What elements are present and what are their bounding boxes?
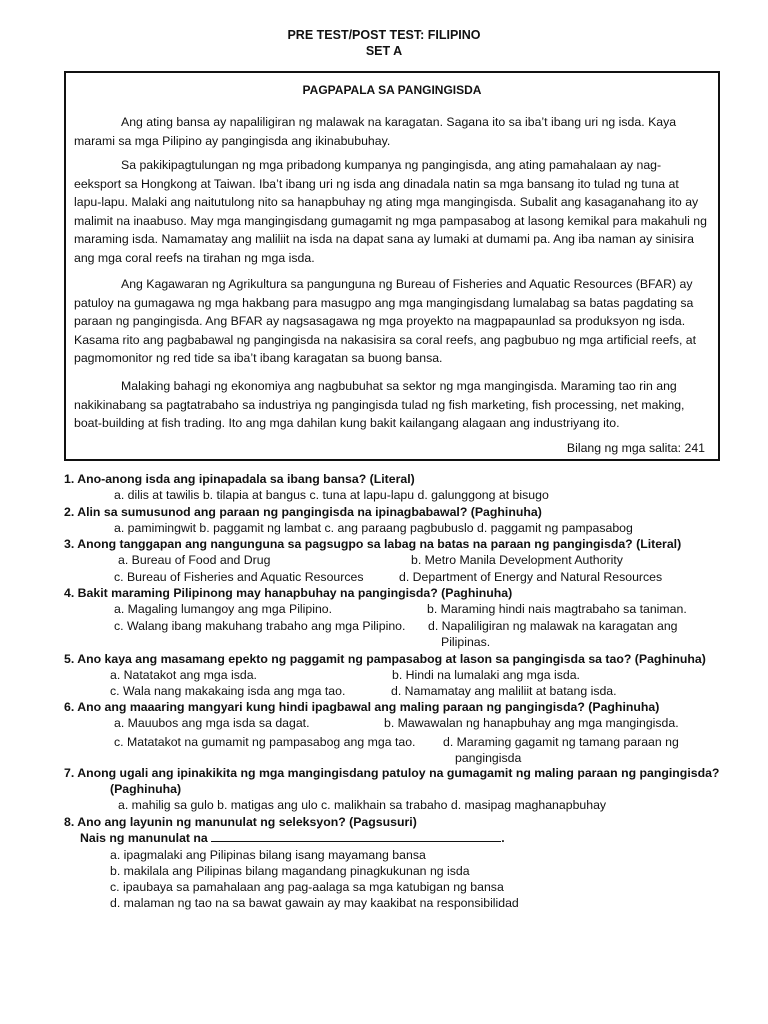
question-6-choice-d: d. Maraming gagamit ng tamang paraan ng	[443, 735, 679, 749]
passage-paragraph-1: Ang ating bansa ay napaliligiran ng malawak na karagatan. Sagana ito sa iba’t ibang uri ng isda. Kaya marami sa mga Pilipino ay pangingisda ang ikinabubuhay.	[74, 115, 677, 148]
question-8-choice-c: c. ipaubaya sa pamahalaan ang pag-aalaga sa mga katubigan ng bansa	[110, 880, 504, 894]
question-4-choice-a: a. Magaling lumangoy ang mga Pilipino.	[114, 602, 333, 616]
question-7: 7. Anong ugali ang ipinakikita ng mga mangingisdang patuloy na gumagamit ng maling paraan ng pangingisda?	[64, 766, 720, 780]
question-8-prompt	[80, 830, 505, 846]
passage-box	[64, 71, 720, 461]
question-8: 8. Ano ang layunin ng manunulat ng seleksyon? (Pagsusuri)	[64, 815, 417, 829]
question-3-choice-b: b. Metro Manila Development Authority	[411, 553, 623, 567]
question-8-choice-a: a. ipagmalaki ang Pilipinas bilang isang mayamang bansa	[110, 848, 426, 862]
question-5: 5. Ano kaya ang masamang epekto ng paggamit ng pampasabog at lason sa pangingisda sa tao? (Paghinuha)	[64, 652, 706, 666]
word-count: Bilang ng mga salita: 241	[566, 441, 705, 455]
question-1: 1. Ano-anong isda ang ipinapadala sa ibang bansa? (Literal)	[64, 472, 415, 486]
question-8-choice-d: d. malaman ng tao na sa bawat gawain ay may kaakibat na responsibilidad	[110, 896, 519, 910]
answer-blank	[211, 830, 501, 842]
question-8-choice-b: b. makilala ang Pilipinas bilang magandang pinagkukunan ng isda	[110, 864, 470, 878]
passage-paragraph-3: Ang Kagawaran ng Agrikultura sa pangunguna ng Bureau of Fisheries and Aquatic Resources (BFAR) ay patuloy na gumagawa ng mga hakbang para masugpo ang mga mangingisdang lumalabag sa batas pagdating sa paraan ng pangingisda. Ang BFAR ay nagsasagawa ng mga proyekto na magpapaunlad sa produksyon ng isda. Kasama rito ang pagbabawal ng pangingisda na nakasisira sa coral reefs, ang pagbubuo ng mga artificial reefs, at pagmomonitor ng red tide sa iba’t ibang karagatan sa buong bansa.	[74, 277, 697, 366]
question-5-choice-d: d. Namamatay ang maliliit at batang isda.	[391, 684, 617, 698]
question-5-choice-a: a. Natatakot ang mga isda.	[110, 668, 257, 682]
question-6: 6. Ano ang maaaring mangyari kung hindi ipagbawal ang maling paraan ng pangingisda? (Paghinuha)	[64, 700, 660, 714]
question-2: 2. Alin sa sumusunod ang paraan ng pangingisda na ipinagbabawal? (Paghinuha)	[64, 505, 542, 519]
question-4-choice-d: d. Napaliligiran ng malawak na karagatan ang	[428, 619, 678, 633]
question-2-choices: a. pamimingwit b. paggamit ng lambat c. ang paraang pagbubuslo d. paggamit ng pampasabog	[114, 521, 633, 535]
question-3-choice-d: d. Department of Energy and Natural Resources	[399, 570, 663, 584]
question-3: 3. Anong tanggapan ang nangunguna sa pagsugpo sa labag na batas na paraan ng pangingisda? (Literal)	[64, 537, 682, 551]
question-4-choice-d-cont: Pilipinas.	[441, 635, 491, 649]
passage-paragraph-2: Sa pakikipagtulungan ng mga pribadong kumpanya ng pangingisda, ang ating pamahalaan ay nag-eeksport sa Hongkong at Taiwan. Iba’t ibang uri ng isda ang dinadala natin sa mga bansang ito tulad ng tuna at lapu-lapu. Malaki ang naitutulong nito sa hanapbuhay ng ating mga mangingisda. Subalit ang kasaganahang ito ay malimit na inaabuso. May mga mangingisdang gumagamit ng mga pampasabog at lasong kemikal para makahuli ng maraming isda. Namamatay ang maliliit na isda na dapat sana ay lumaki at dumami pa. Ang iba naman ay sinisira ang mga coral reefs na tirahan ng mga isda.	[74, 158, 707, 265]
question-3-choice-a: a. Bureau of Food and Drug	[118, 553, 271, 567]
question-3-choice-c: c. Bureau of Fisheries and Aquatic Resources	[114, 570, 364, 584]
question-8-prompt-end: .	[501, 831, 505, 845]
question-5-choice-b: b. Hindi na lumalaki ang mga isda.	[392, 668, 580, 682]
question-7-choices: a. mahilig sa gulo b. matigas ang ulo c. malikhain sa trabaho d. masipag maghanapbuhay	[118, 798, 607, 812]
question-4-choice-c: c. Walang ibang makuhang trabaho ang mga Pilipino.	[114, 619, 406, 633]
question-7-skill-tag: (Paghinuha)	[110, 782, 182, 796]
passage-title: PAGPAPALA SA PANGINGISDA	[302, 83, 482, 97]
test-title: PRE TEST/POST TEST: FILIPINO	[287, 28, 481, 42]
question-6-choice-b: b. Mawawalan ng hanapbuhay ang mga mangingisda.	[384, 716, 679, 730]
question-6-choice-c: c. Matatakot na gumamit ng pampasabog ang mga tao.	[114, 735, 416, 749]
question-4-choice-b: b. Maraming hindi nais magtrabaho sa taniman.	[427, 602, 687, 616]
question-6-choice-a: a. Mauubos ang mga isda sa dagat.	[114, 716, 310, 730]
passage-paragraph-4: Malaking bahagi ng ekonomiya ang nagbubuhat sa sektor ng mga mangingisda. Maraming tao rin ang nakikinabang sa pagtatrabaho sa industriya ng pangingisda tulad ng fish marketing, fish processing, net making, boat-building at fish trading. Ito ang mga dahilan kung bakit kailangang alagaan ang industriyang ito.	[74, 379, 685, 431]
question-8-prompt-text: Nais ng manunulat na	[80, 831, 208, 845]
question-5-choice-c: c. Wala nang makakaing isda ang mga tao.	[110, 684, 346, 698]
question-1-choices: a. dilis at tawilis b. tilapia at bangus c. tuna at lapu-lapu d. galunggong at bisugo	[114, 488, 549, 502]
set-label: SET A	[365, 44, 403, 58]
question-6-choice-d-cont: pangingisda	[455, 751, 522, 765]
question-4: 4. Bakit maraming Pilipinong may hanapbuhay na pangingisda? (Paghinuha)	[64, 586, 513, 600]
